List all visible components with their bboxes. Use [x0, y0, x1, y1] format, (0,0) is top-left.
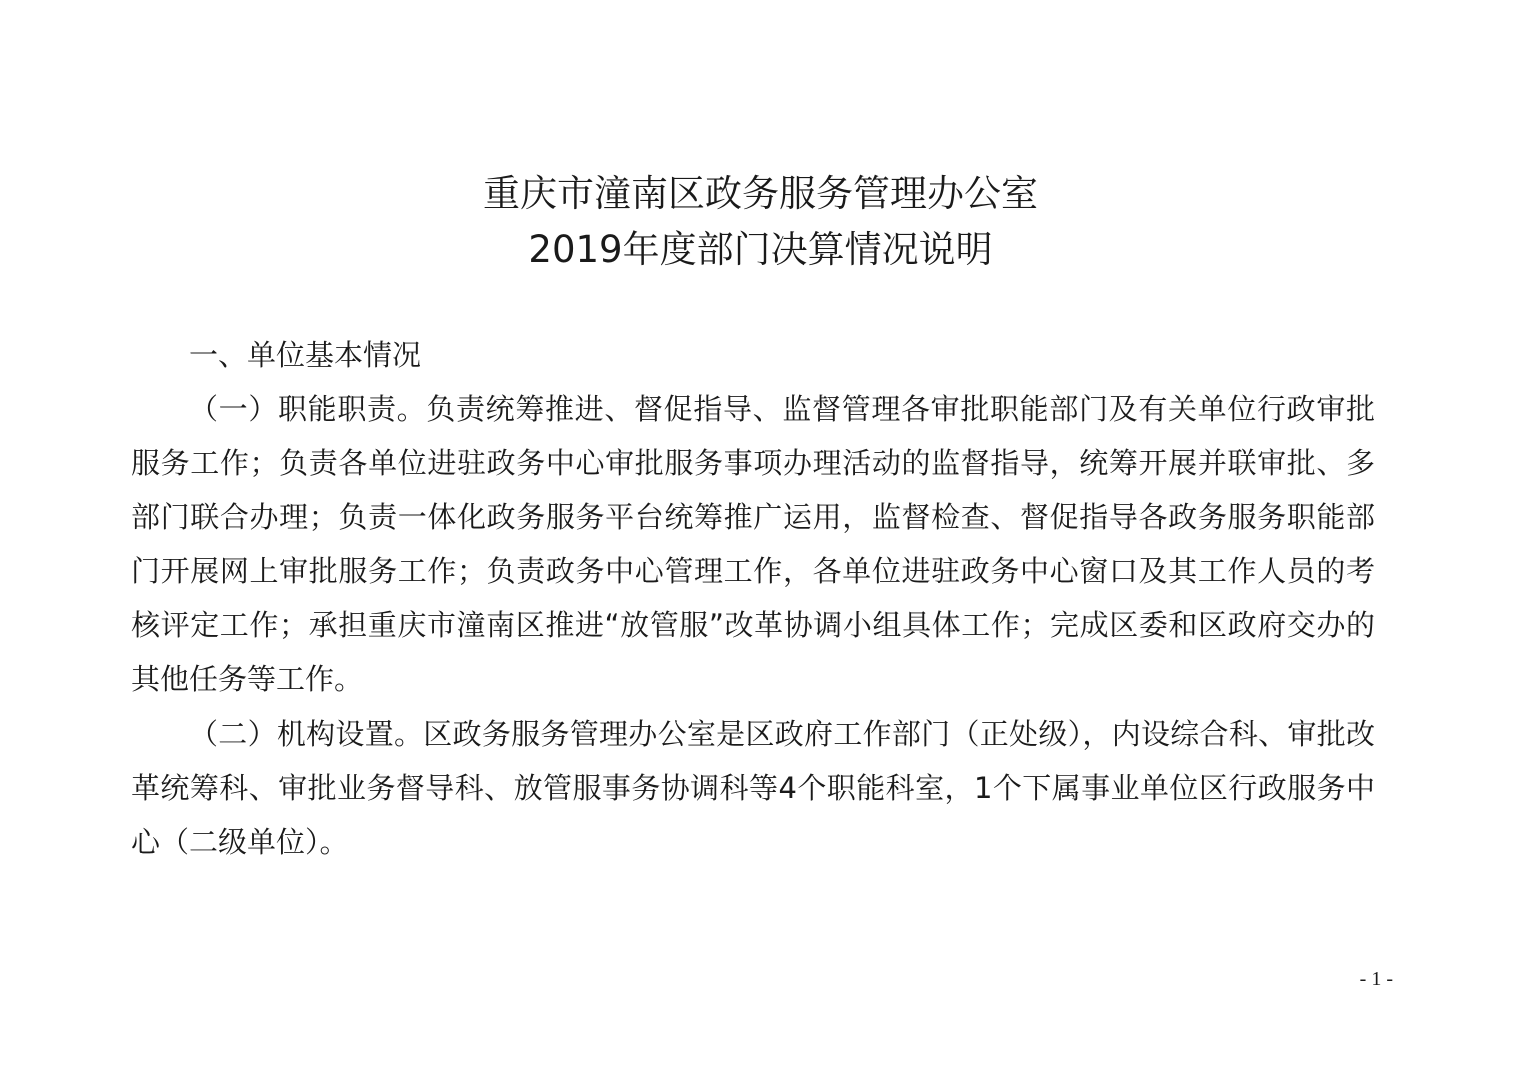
- section-heading: 一、单位基本情况: [189, 338, 422, 372]
- paragraph-organization: （二）机构设置。区政务服务管理办公室是区政府工作部门（正处级），内设综合科、审批改革统筹科、审批业务督导科、放管服事务协调科等4个职能科室，1个下属事业单位区行政服务中心（二级单位）。: [131, 717, 1375, 859]
- document-title-line-2: 2019年度部门决算情况说明: [528, 228, 993, 271]
- page-number: - 1 -: [1359, 968, 1393, 990]
- document-title-line-1: 重庆市潼南区政务服务管理办公室: [483, 172, 1038, 215]
- paragraph-functions: （一）职能职责。负责统筹推进、督促指导、监督管理各审批职能部门及有关单位行政审批服务工作；负责各单位进驻政务中心审批服务事项办理活动的监督指导，统筹开展并联审批、多部门联合办理；负责一体化政务服务平台统筹推广运用，监督检查、督促指导各政务服务职能部门开展网上审批服务工作；负责政务中心管理工作，各单位进驻政务中心窗口及其工作人员的考核评定工作；承担重庆市潼南区推进“放管服”改革协调小组具体工作；完成区委和区政府交办的其他任务等工作。: [131, 392, 1375, 696]
